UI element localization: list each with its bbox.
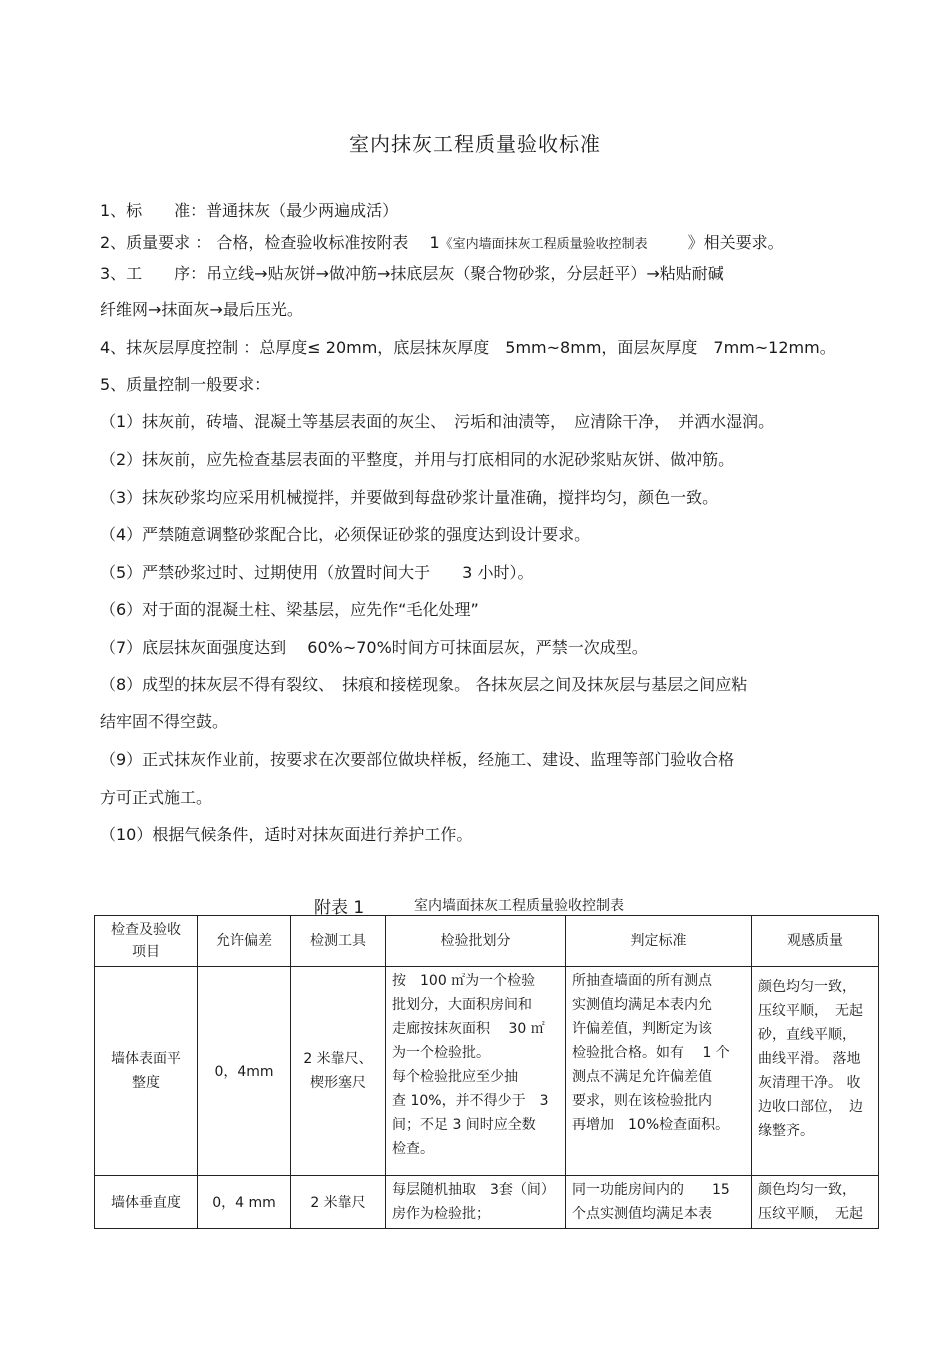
cell-item: 墙体表面平 整度 [95, 967, 198, 1176]
cell-criteria: 所抽查墙面的所有测点 实测值均满足本表内允 许偏差值，判断定为该 检验批合格。如有 1 个 测点不满足允许偏差值 要求，则在该检验批内 再增加 10%检查面积。 [566, 967, 752, 1176]
requirement-line: （6）对于面的混凝土柱、梁基层，应先作“毛化处理” [100, 600, 479, 619]
item-process-line1: 3、工 序：吊立线→贴灰饼→做冲筋→抹底层灰（聚合物砂浆，分层赶平）→粘贴耐碱 [100, 264, 724, 283]
requirement-line: 结牢固不得空鼓。 [100, 712, 229, 731]
requirement-line: （7）底层抹灰面强度达到 60%~70%时间方可抹面层灰，严禁一次成型。 [100, 638, 648, 657]
requirement-line: （10）根据气候条件，适时对抹灰面进行养护工作。 [100, 825, 473, 844]
table-caption-name: 室内墙面抹灰工程质量验收控制表 [414, 898, 624, 914]
cell-tool: 2 米靠尺 [291, 1176, 386, 1229]
table-row [95, 1176, 879, 1229]
item-quality-requirement [100, 233, 784, 255]
cell-appearance: 颜色均匀一致， 压纹平顺， 无起 砂，直线平顺， 曲线平滑。 落地 灰清理干净。 收 边收口部位， 边 缘整齐。 [752, 967, 879, 1176]
cell-criteria: 同一功能房间内的 15 个点实测值均满足本表 [566, 1176, 752, 1229]
item-quality-requirement-text: 2、质量要求 ： 合格，检查验收标准按附表 1 [100, 233, 440, 252]
cell-batch: 每层随机抽取 3套（间） 房作为检验批； [386, 1176, 566, 1229]
item-quality-requirement-end: 》相关要求。 [687, 233, 784, 252]
requirement-line: （5）严禁砂浆过时、过期使用（放置时间大于 3 小时）。 [100, 563, 534, 582]
quality-control-table [94, 915, 879, 1229]
header-tool: 检测工具 [291, 916, 386, 967]
requirement-line: （3）抹灰砂浆均应采用机械搅拌，并要做到每盘砂浆计量准确，搅拌均匀，颜色一致。 [100, 488, 719, 507]
requirement-line: （1）抹灰前，砖墙、混凝土等基层表面的灰尘、 污垢和油渍等， 应清除干净， 并洒水湿润。 [100, 412, 775, 431]
requirement-line: （8）成型的抹灰层不得有裂纹、 抹痕和接槎现象。 各抹灰层之间及抹灰层与基层之间应粘 [100, 675, 748, 694]
requirement-line: （9）正式抹灰作业前，按要求在次要部位做块样板，经施工、建设、监理等部门验收合格 [100, 750, 735, 769]
table-caption-label: 附表 1 [314, 898, 365, 918]
cell-batch: 按 100 ㎡为一个检验 批划分，大面积房间和 走廊按抹灰面积 30 ㎡ 为一个检验批。 每个检验批应至少抽 查 10%，并不得少于 3 间；不足 3 间时应全数 检查。 [386, 967, 566, 1176]
requirement-line: （4）严禁随意调整砂浆配合比，必须保证砂浆的强度达到设计要求。 [100, 525, 591, 544]
header-criteria: 判定标准 [566, 916, 752, 967]
item-thickness-control: 4、抹灰层厚度控制 ：总厚度≤ 20mm，底层抹灰厚度 5mm~8mm，面层灰厚度 7mm~12mm。 [100, 338, 836, 357]
cell-item: 墙体垂直度 [95, 1176, 198, 1229]
requirement-line: （2）抹灰前，应先检查基层表面的平整度，并用与打底相同的水泥砂浆贴灰饼、做冲筋。 [100, 450, 735, 469]
cell-tolerance: 0，4mm [198, 967, 291, 1176]
table-header-row [95, 916, 879, 967]
header-batch: 检验批划分 [386, 916, 566, 967]
table-row [95, 967, 879, 1176]
requirement-line: 方可正式施工。 [100, 788, 213, 807]
page-title: 室内抹灰工程质量验收标准 [349, 132, 601, 156]
header-appearance: 观感质量 [752, 916, 879, 967]
header-tolerance: 允许偏差 [198, 916, 291, 967]
item-process-line2: 纤维网→抹面灰→最后压光。 [100, 300, 303, 319]
cell-tool: 2 米靠尺、 楔形塞尺 [291, 967, 386, 1176]
item-quality-requirement-ref: 《室内墙面抹灰工程质量验收控制表 [439, 237, 648, 252]
cell-appearance: 颜色均匀一致， 压纹平顺， 无起 [752, 1176, 879, 1229]
cell-tolerance: 0，4 mm [198, 1176, 291, 1229]
header-item: 检查及验收 项目 [95, 916, 198, 967]
item-general-requirements: 5、质量控制一般要求： [100, 375, 271, 394]
item-standard: 1、标 准：普通抹灰（最少两遍成活） [100, 201, 399, 220]
